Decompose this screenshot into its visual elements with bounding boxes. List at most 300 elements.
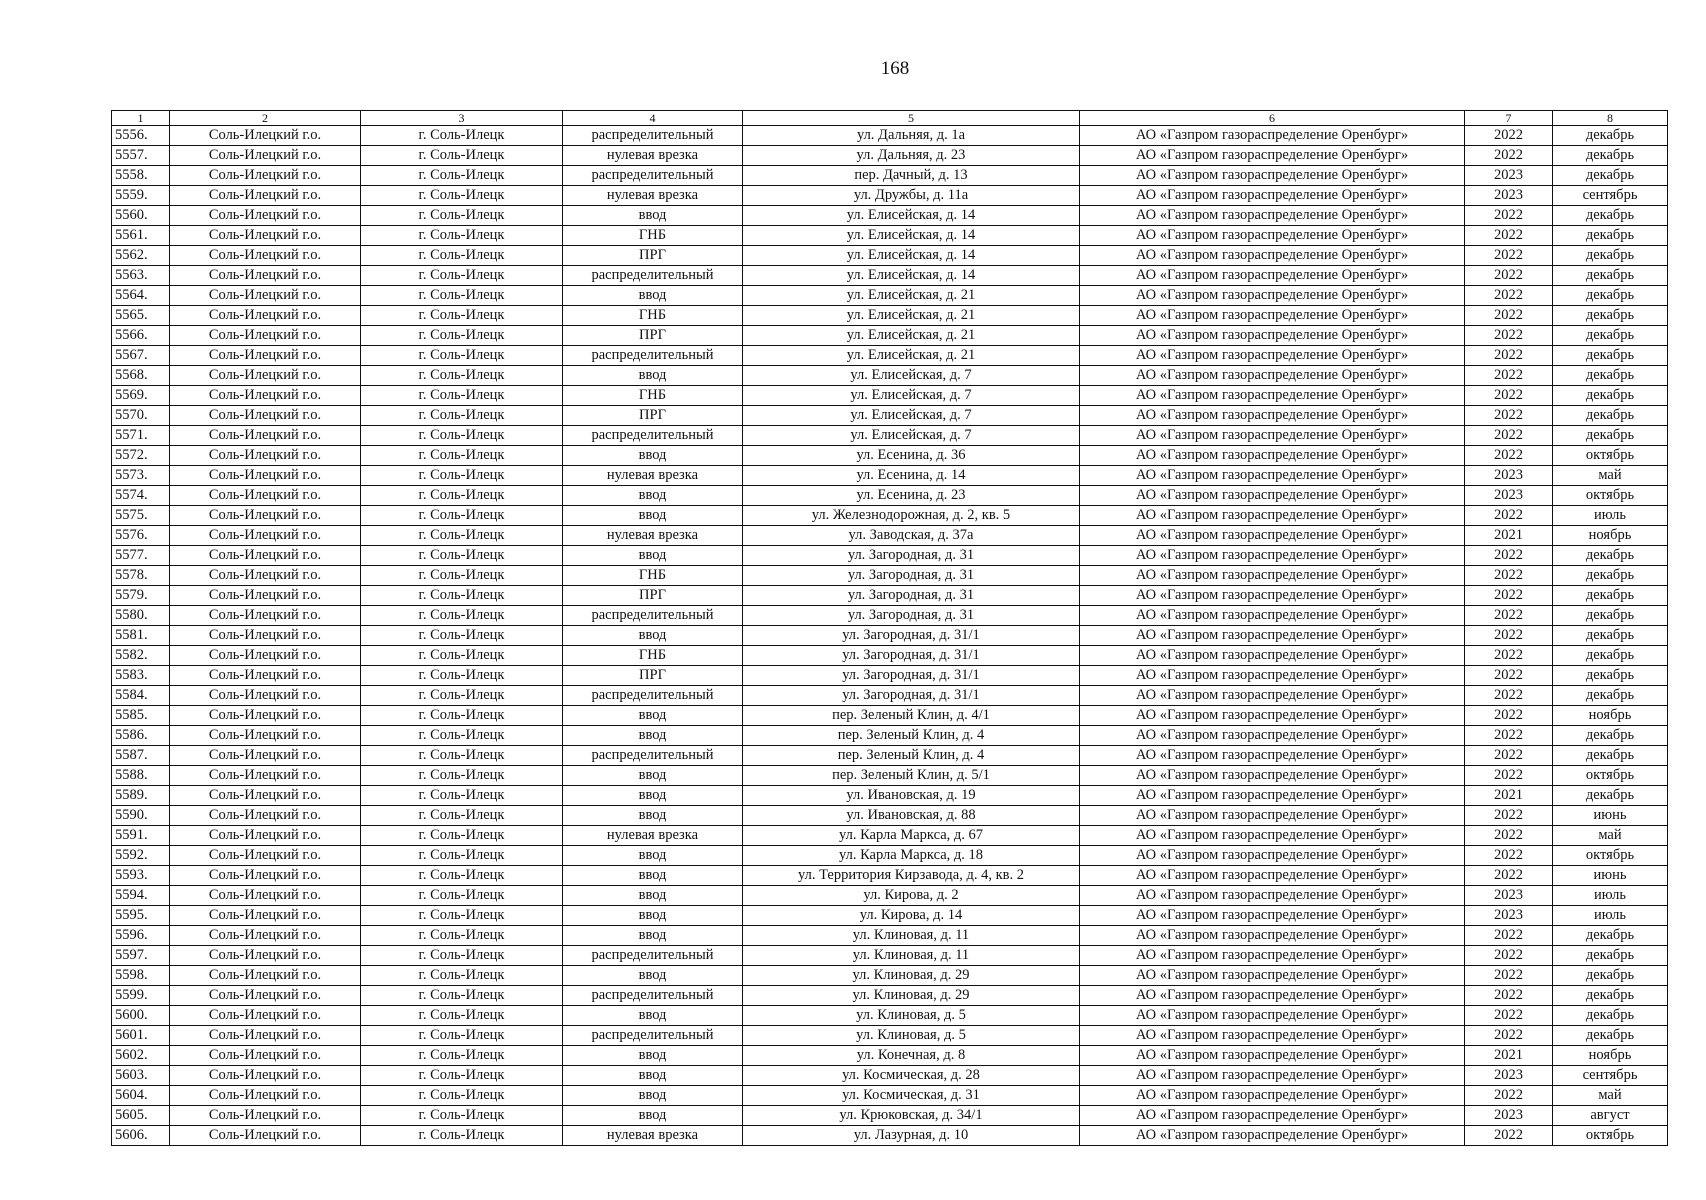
object-type-cell: ГНБ [563, 646, 743, 666]
object-type-cell: нулевая врезка [563, 1126, 743, 1146]
row-number: 5590. [112, 806, 170, 826]
row-number: 5600. [112, 1006, 170, 1026]
district-cell: Соль-Илецкий г.о. [170, 906, 361, 926]
table-row [112, 586, 1668, 606]
organization-cell: АО «Газпром газораспределение Оренбург» [1080, 1026, 1465, 1046]
organization-cell: АО «Газпром газораспределение Оренбург» [1080, 926, 1465, 946]
month-cell: декабрь [1553, 146, 1668, 166]
month-cell: декабрь [1553, 266, 1668, 286]
organization-cell: АО «Газпром газораспределение Оренбург» [1080, 966, 1465, 986]
row-number: 5566. [112, 326, 170, 346]
address-cell: ул. Загородная, д. 31 [743, 566, 1080, 586]
month-cell: декабрь [1553, 226, 1668, 246]
month-cell: май [1553, 1086, 1668, 1106]
organization-cell: АО «Газпром газораспределение Оренбург» [1080, 886, 1465, 906]
year-cell: 2022 [1465, 286, 1553, 306]
district-cell: Соль-Илецкий г.о. [170, 1006, 361, 1026]
settlement-cell: г. Соль-Илецк [361, 146, 563, 166]
table-row [112, 466, 1668, 486]
object-type-cell: ввод [563, 446, 743, 466]
object-type-cell: ввод [563, 486, 743, 506]
address-cell: ул. Кирова, д. 2 [743, 886, 1080, 906]
table-row [112, 906, 1668, 926]
settlement-cell: г. Соль-Илецк [361, 786, 563, 806]
address-cell: ул. Карла Маркса, д. 67 [743, 826, 1080, 846]
district-cell: Соль-Илецкий г.о. [170, 1106, 361, 1126]
district-cell: Соль-Илецкий г.о. [170, 366, 361, 386]
page-number: 168 [880, 58, 910, 79]
organization-cell: АО «Газпром газораспределение Оренбург» [1080, 266, 1465, 286]
year-cell: 2023 [1465, 466, 1553, 486]
district-cell: Соль-Илецкий г.о. [170, 246, 361, 266]
address-cell: ул. Елисейская, д. 14 [743, 266, 1080, 286]
organization-cell: АО «Газпром газораспределение Оренбург» [1080, 166, 1465, 186]
object-type-cell: ввод [563, 626, 743, 646]
table-row [112, 766, 1668, 786]
year-cell: 2022 [1465, 606, 1553, 626]
month-cell: декабрь [1553, 366, 1668, 386]
year-cell: 2023 [1465, 186, 1553, 206]
district-cell: Соль-Илецкий г.о. [170, 506, 361, 526]
year-cell: 2022 [1465, 726, 1553, 746]
address-cell: ул. Дружбы, д. 11а [743, 186, 1080, 206]
district-cell: Соль-Илецкий г.о. [170, 426, 361, 446]
month-cell: октябрь [1553, 766, 1668, 786]
year-cell: 2022 [1465, 446, 1553, 466]
object-type-cell: ввод [563, 286, 743, 306]
row-number: 5581. [112, 626, 170, 646]
month-cell: декабрь [1553, 946, 1668, 966]
district-cell: Соль-Илецкий г.о. [170, 386, 361, 406]
object-type-cell: ввод [563, 886, 743, 906]
address-cell: ул. Загородная, д. 31/1 [743, 666, 1080, 686]
table-row [112, 306, 1668, 326]
month-cell: июнь [1553, 806, 1668, 826]
year-cell: 2022 [1465, 826, 1553, 846]
settlement-cell: г. Соль-Илецк [361, 1006, 563, 1026]
organization-cell: АО «Газпром газораспределение Оренбург» [1080, 1086, 1465, 1106]
row-number: 5564. [112, 286, 170, 306]
settlement-cell: г. Соль-Илецк [361, 126, 563, 146]
month-cell: декабрь [1553, 606, 1668, 626]
year-cell: 2021 [1465, 526, 1553, 546]
object-type-cell: ПРГ [563, 666, 743, 686]
row-number: 5583. [112, 666, 170, 686]
object-type-cell: распределительный [563, 126, 743, 146]
district-cell: Соль-Илецкий г.о. [170, 1066, 361, 1086]
year-cell: 2023 [1465, 1066, 1553, 1086]
year-cell: 2022 [1465, 426, 1553, 446]
address-cell: ул. Елисейская, д. 7 [743, 366, 1080, 386]
address-cell: ул. Клиновая, д. 5 [743, 1006, 1080, 1026]
object-type-cell: ПРГ [563, 326, 743, 346]
settlement-cell: г. Соль-Илецк [361, 566, 563, 586]
year-cell: 2022 [1465, 586, 1553, 606]
object-type-cell: нулевая врезка [563, 826, 743, 846]
address-cell: ул. Клиновая, д. 29 [743, 966, 1080, 986]
settlement-cell: г. Соль-Илецк [361, 966, 563, 986]
address-cell: ул. Космическая, д. 31 [743, 1086, 1080, 1106]
organization-cell: АО «Газпром газораспределение Оренбург» [1080, 666, 1465, 686]
table-row [112, 266, 1668, 286]
table-row [112, 1106, 1668, 1126]
district-cell: Соль-Илецкий г.о. [170, 206, 361, 226]
organization-cell: АО «Газпром газораспределение Оренбург» [1080, 946, 1465, 966]
organization-cell: АО «Газпром газораспределение Оренбург» [1080, 806, 1465, 826]
address-cell: ул. Елисейская, д. 7 [743, 386, 1080, 406]
settlement-cell: г. Соль-Илецк [361, 206, 563, 226]
district-cell: Соль-Илецкий г.о. [170, 826, 361, 846]
year-cell: 2022 [1465, 366, 1553, 386]
year-cell: 2022 [1465, 686, 1553, 706]
row-number: 5572. [112, 446, 170, 466]
settlement-cell: г. Соль-Илецк [361, 446, 563, 466]
year-cell: 2022 [1465, 926, 1553, 946]
district-cell: Соль-Илецкий г.о. [170, 306, 361, 326]
settlement-cell: г. Соль-Илецк [361, 386, 563, 406]
row-number: 5577. [112, 546, 170, 566]
district-cell: Соль-Илецкий г.о. [170, 686, 361, 706]
address-cell: ул. Ивановская, д. 19 [743, 786, 1080, 806]
year-cell: 2022 [1465, 626, 1553, 646]
organization-cell: АО «Газпром газораспределение Оренбург» [1080, 586, 1465, 606]
table-row [112, 686, 1668, 706]
organization-cell: АО «Газпром газораспределение Оренбург» [1080, 466, 1465, 486]
year-cell: 2022 [1465, 386, 1553, 406]
address-cell: пер. Зеленый Клин, д. 5/1 [743, 766, 1080, 786]
month-cell: декабрь [1553, 646, 1668, 666]
table-row [112, 626, 1668, 646]
object-type-cell: распределительный [563, 166, 743, 186]
object-type-cell: ввод [563, 1066, 743, 1086]
address-cell: ул. Елисейская, д. 21 [743, 306, 1080, 326]
address-cell: ул. Елисейская, д. 21 [743, 346, 1080, 366]
address-cell: ул. Заводская, д. 37а [743, 526, 1080, 546]
address-cell: ул. Загородная, д. 31/1 [743, 626, 1080, 646]
organization-cell: АО «Газпром газораспределение Оренбург» [1080, 226, 1465, 246]
district-cell: Соль-Илецкий г.о. [170, 606, 361, 626]
address-cell: ул. Елисейская, д. 14 [743, 246, 1080, 266]
address-cell: ул. Крюковская, д. 34/1 [743, 1106, 1080, 1126]
district-cell: Соль-Илецкий г.о. [170, 226, 361, 246]
district-cell: Соль-Илецкий г.о. [170, 446, 361, 466]
row-number: 5604. [112, 1086, 170, 1106]
month-cell: декабрь [1553, 626, 1668, 646]
year-cell: 2023 [1465, 1106, 1553, 1126]
organization-cell: АО «Газпром газораспределение Оренбург» [1080, 286, 1465, 306]
address-cell: ул. Есенина, д. 23 [743, 486, 1080, 506]
table-row [112, 146, 1668, 166]
month-cell: ноябрь [1553, 706, 1668, 726]
object-type-cell: ввод [563, 846, 743, 866]
row-number: 5567. [112, 346, 170, 366]
table-row [112, 286, 1668, 306]
settlement-cell: г. Соль-Илецк [361, 826, 563, 846]
row-number: 5562. [112, 246, 170, 266]
year-cell: 2022 [1465, 1026, 1553, 1046]
settlement-cell: г. Соль-Илецк [361, 186, 563, 206]
table-row [112, 326, 1668, 346]
table-row [112, 226, 1668, 246]
object-type-cell: распределительный [563, 746, 743, 766]
month-cell: декабрь [1553, 926, 1668, 946]
settlement-cell: г. Соль-Илецк [361, 366, 563, 386]
settlement-cell: г. Соль-Илецк [361, 526, 563, 546]
year-cell: 2022 [1465, 226, 1553, 246]
object-type-cell: распределительный [563, 606, 743, 626]
year-cell: 2022 [1465, 806, 1553, 826]
object-type-cell: ввод [563, 926, 743, 946]
object-type-cell: ГНБ [563, 226, 743, 246]
month-cell: декабрь [1553, 966, 1668, 986]
district-cell: Соль-Илецкий г.о. [170, 1086, 361, 1106]
organization-cell: АО «Газпром газораспределение Оренбург» [1080, 906, 1465, 926]
gas-objects-table [111, 110, 1668, 1146]
year-cell: 2022 [1465, 206, 1553, 226]
month-cell: декабрь [1553, 986, 1668, 1006]
year-cell: 2022 [1465, 1006, 1553, 1026]
year-cell: 2022 [1465, 266, 1553, 286]
row-number: 5584. [112, 686, 170, 706]
table-row [112, 406, 1668, 426]
table-row [112, 526, 1668, 546]
settlement-cell: г. Соль-Илецк [361, 286, 563, 306]
table-row [112, 1066, 1668, 1086]
settlement-cell: г. Соль-Илецк [361, 946, 563, 966]
month-cell: декабрь [1553, 1006, 1668, 1026]
district-cell: Соль-Илецкий г.о. [170, 706, 361, 726]
organization-cell: АО «Газпром газораспределение Оренбург» [1080, 446, 1465, 466]
address-cell: ул. Космическая, д. 28 [743, 1066, 1080, 1086]
year-cell: 2022 [1465, 506, 1553, 526]
address-cell: ул. Железнодорожная, д. 2, кв. 5 [743, 506, 1080, 526]
district-cell: Соль-Илецкий г.о. [170, 266, 361, 286]
settlement-cell: г. Соль-Илецк [361, 406, 563, 426]
year-cell: 2022 [1465, 946, 1553, 966]
district-cell: Соль-Илецкий г.о. [170, 666, 361, 686]
object-type-cell: ввод [563, 806, 743, 826]
table-row [112, 186, 1668, 206]
address-cell: ул. Загородная, д. 31 [743, 586, 1080, 606]
settlement-cell: г. Соль-Илецк [361, 686, 563, 706]
row-number: 5559. [112, 186, 170, 206]
district-cell: Соль-Илецкий г.о. [170, 566, 361, 586]
organization-cell: АО «Газпром газораспределение Оренбург» [1080, 686, 1465, 706]
organization-cell: АО «Газпром газораспределение Оренбург» [1080, 366, 1465, 386]
address-cell: ул. Конечная, д. 8 [743, 1046, 1080, 1066]
organization-cell: АО «Газпром газораспределение Оренбург» [1080, 546, 1465, 566]
object-type-cell: ввод [563, 786, 743, 806]
settlement-cell: г. Соль-Илецк [361, 806, 563, 826]
object-type-cell: ГНБ [563, 566, 743, 586]
row-number: 5568. [112, 366, 170, 386]
year-cell: 2022 [1465, 326, 1553, 346]
settlement-cell: г. Соль-Илецк [361, 506, 563, 526]
settlement-cell: г. Соль-Илецк [361, 1026, 563, 1046]
month-cell: июль [1553, 506, 1668, 526]
row-number: 5593. [112, 866, 170, 886]
address-cell: ул. Елисейская, д. 21 [743, 326, 1080, 346]
month-cell: декабрь [1553, 1026, 1668, 1046]
settlement-cell: г. Соль-Илецк [361, 666, 563, 686]
address-cell: ул. Есенина, д. 36 [743, 446, 1080, 466]
object-type-cell: ГНБ [563, 306, 743, 326]
year-cell: 2022 [1465, 666, 1553, 686]
year-cell: 2022 [1465, 406, 1553, 426]
district-cell: Соль-Илецкий г.о. [170, 746, 361, 766]
address-cell: ул. Карла Маркса, д. 18 [743, 846, 1080, 866]
organization-cell: АО «Газпром газораспределение Оренбург» [1080, 846, 1465, 866]
organization-cell: АО «Газпром газораспределение Оренбург» [1080, 786, 1465, 806]
organization-cell: АО «Газпром газораспределение Оренбург» [1080, 306, 1465, 326]
address-cell: ул. Дальняя, д. 23 [743, 146, 1080, 166]
district-cell: Соль-Илецкий г.о. [170, 886, 361, 906]
settlement-cell: г. Соль-Илецк [361, 926, 563, 946]
settlement-cell: г. Соль-Илецк [361, 846, 563, 866]
address-cell: ул. Елисейская, д. 14 [743, 226, 1080, 246]
organization-cell: АО «Газпром газораспределение Оренбург» [1080, 566, 1465, 586]
address-cell: ул. Загородная, д. 31 [743, 546, 1080, 566]
year-cell: 2022 [1465, 706, 1553, 726]
month-cell: декабрь [1553, 746, 1668, 766]
month-cell: ноябрь [1553, 1046, 1668, 1066]
organization-cell: АО «Газпром газораспределение Оренбург» [1080, 146, 1465, 166]
year-cell: 2022 [1465, 566, 1553, 586]
district-cell: Соль-Илецкий г.о. [170, 966, 361, 986]
month-cell: ноябрь [1553, 526, 1668, 546]
month-cell: декабрь [1553, 246, 1668, 266]
year-cell: 2022 [1465, 1126, 1553, 1146]
address-cell: ул. Лазурная, д. 10 [743, 1126, 1080, 1146]
object-type-cell: нулевая врезка [563, 146, 743, 166]
district-cell: Соль-Илецкий г.о. [170, 586, 361, 606]
column-header: 6 [1080, 111, 1465, 126]
month-cell: декабрь [1553, 786, 1668, 806]
table-row [112, 446, 1668, 466]
object-type-cell: ввод [563, 366, 743, 386]
month-cell: декабрь [1553, 546, 1668, 566]
object-type-cell: нулевая врезка [563, 466, 743, 486]
organization-cell: АО «Газпром газораспределение Оренбург» [1080, 506, 1465, 526]
settlement-cell: г. Соль-Илецк [361, 546, 563, 566]
table-row [112, 486, 1668, 506]
district-cell: Соль-Илецкий г.о. [170, 486, 361, 506]
year-cell: 2022 [1465, 1086, 1553, 1106]
district-cell: Соль-Илецкий г.о. [170, 466, 361, 486]
address-cell: ул. Загородная, д. 31/1 [743, 686, 1080, 706]
table-row [112, 566, 1668, 586]
organization-cell: АО «Газпром газораспределение Оренбург» [1080, 1126, 1465, 1146]
organization-cell: АО «Газпром газораспределение Оренбург» [1080, 126, 1465, 146]
row-number: 5594. [112, 886, 170, 906]
month-cell: сентябрь [1553, 1066, 1668, 1086]
row-number: 5571. [112, 426, 170, 446]
settlement-cell: г. Соль-Илецк [361, 306, 563, 326]
object-type-cell: ввод [563, 1046, 743, 1066]
district-cell: Соль-Илецкий г.о. [170, 1046, 361, 1066]
object-type-cell: ввод [563, 1086, 743, 1106]
row-number: 5601. [112, 1026, 170, 1046]
row-number: 5563. [112, 266, 170, 286]
district-cell: Соль-Илецкий г.о. [170, 806, 361, 826]
month-cell: май [1553, 826, 1668, 846]
object-type-cell: ввод [563, 766, 743, 786]
district-cell: Соль-Илецкий г.о. [170, 286, 361, 306]
row-number: 5603. [112, 1066, 170, 1086]
organization-cell: АО «Газпром газораспределение Оренбург» [1080, 486, 1465, 506]
object-type-cell: распределительный [563, 946, 743, 966]
organization-cell: АО «Газпром газораспределение Оренбург» [1080, 706, 1465, 726]
settlement-cell: г. Соль-Илецк [361, 726, 563, 746]
table-row [112, 946, 1668, 966]
year-cell: 2022 [1465, 246, 1553, 266]
month-cell: сентябрь [1553, 186, 1668, 206]
row-number: 5570. [112, 406, 170, 426]
organization-cell: АО «Газпром газораспределение Оренбург» [1080, 766, 1465, 786]
address-cell: ул. Ивановская, д. 88 [743, 806, 1080, 826]
year-cell: 2022 [1465, 866, 1553, 886]
address-cell: ул. Елисейская, д. 7 [743, 406, 1080, 426]
table-row [112, 246, 1668, 266]
settlement-cell: г. Соль-Илецк [361, 986, 563, 1006]
table-row [112, 546, 1668, 566]
organization-cell: АО «Газпром газораспределение Оренбург» [1080, 346, 1465, 366]
row-number: 5595. [112, 906, 170, 926]
district-cell: Соль-Илецкий г.о. [170, 786, 361, 806]
column-number-row [112, 111, 1668, 126]
district-cell: Соль-Илецкий г.о. [170, 626, 361, 646]
row-number: 5561. [112, 226, 170, 246]
row-number: 5589. [112, 786, 170, 806]
settlement-cell: г. Соль-Илецк [361, 1066, 563, 1086]
table-row [112, 1086, 1668, 1106]
table-row [112, 1006, 1668, 1026]
row-number: 5573. [112, 466, 170, 486]
address-cell: ул. Елисейская, д. 14 [743, 206, 1080, 226]
organization-cell: АО «Газпром газораспределение Оренбург» [1080, 986, 1465, 1006]
settlement-cell: г. Соль-Илецк [361, 766, 563, 786]
row-number: 5586. [112, 726, 170, 746]
object-type-cell: распределительный [563, 1026, 743, 1046]
row-number: 5596. [112, 926, 170, 946]
table-row [112, 966, 1668, 986]
year-cell: 2022 [1465, 766, 1553, 786]
address-cell: пер. Зеленый Клин, д. 4/1 [743, 706, 1080, 726]
district-cell: Соль-Илецкий г.о. [170, 946, 361, 966]
organization-cell: АО «Газпром газораспределение Оренбург» [1080, 866, 1465, 886]
object-type-cell: ввод [563, 966, 743, 986]
month-cell: декабрь [1553, 726, 1668, 746]
year-cell: 2022 [1465, 966, 1553, 986]
settlement-cell: г. Соль-Илецк [361, 326, 563, 346]
row-number: 5588. [112, 766, 170, 786]
table-row [112, 846, 1668, 866]
settlement-cell: г. Соль-Илецк [361, 646, 563, 666]
year-cell: 2022 [1465, 126, 1553, 146]
district-cell: Соль-Илецкий г.о. [170, 146, 361, 166]
column-header: 5 [743, 111, 1080, 126]
organization-cell: АО «Газпром газораспределение Оренбург» [1080, 386, 1465, 406]
district-cell: Соль-Илецкий г.о. [170, 186, 361, 206]
organization-cell: АО «Газпром газораспределение Оренбург» [1080, 646, 1465, 666]
object-type-cell: ввод [563, 1106, 743, 1126]
table-row [112, 806, 1668, 826]
row-number: 5580. [112, 606, 170, 626]
district-cell: Соль-Илецкий г.о. [170, 1126, 361, 1146]
month-cell: июль [1553, 906, 1668, 926]
address-cell: пер. Зеленый Клин, д. 4 [743, 726, 1080, 746]
table-row [112, 726, 1668, 746]
